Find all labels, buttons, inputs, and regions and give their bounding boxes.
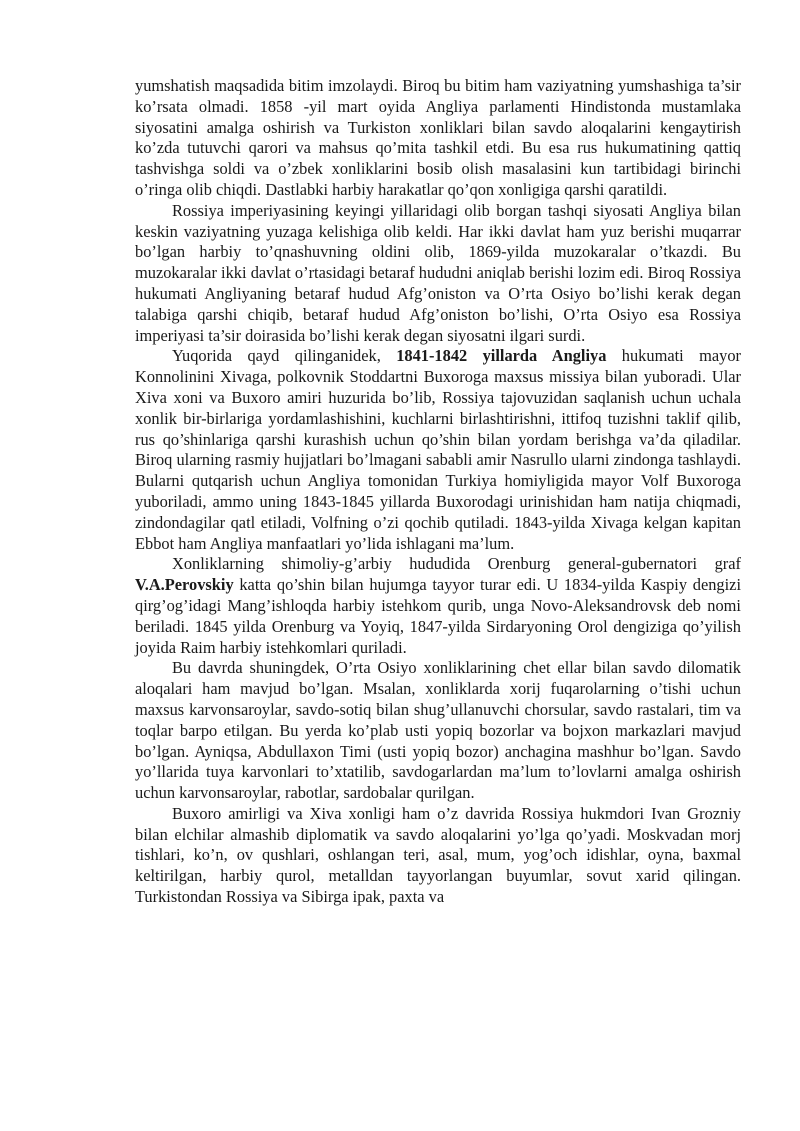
paragraph-4-text-rest: katta qo’shin bilan hujumga tayyor turar edi. U 1834-yilda Kaspiy dengizi qirg’og’idagi Mang’ishloqda harbiy istehkom qurib, unga Novo-Aleksandrovsk deb nomi beriladi. 1845 yilda Orenburg va Yoyiq, 1847-yilda Sirdaryoning Orol dengiziga qo’yilish joyida Raim harbiy istehkomlari quriladi. <box>135 575 741 657</box>
paragraph-3-text-rest: hukumati mayor Konnolinini Xivaga, polkovnik Stoddartni Buxoroga maxsus missiya bilan yuboradi. Ular Xiva xoni va Buxoro amiri huzurida bo’lib, Rossiya tajovuzidan saqlanish uchun uchala xonlik bir-birlariga yordamlashishini, kuchlarni birlashtirishni, ittifoq tuzishni taklif qilib, rus qo’shinlariga qarshi kurashish uchun qo’shin bilan yordam berishga va’da qiladilar. Biroq ularning rasmiy hujjatlari bo’lmagani sababli amir Nasrullo ularni zindonga tashlaydi. Bularni qutqarish uchun Angliya tomonidan Turkiya homiyligida mayor Volf Buxoroga yuboriladi, ammo uning 1843-1845 yillarda Buxorodagi urinishidan ham natija chiqmadi, zindondagilar qatl etiladi, Volfning o’zi qochib qutiladi. 1843-yilda Xivaga kelgan kapitan Ebbot ham Angliya manfaatlari yo’lida ishlagani ma’lum. <box>135 346 741 553</box>
paragraph-3 <box>135 346 741 554</box>
paragraph-4 <box>135 554 741 658</box>
paragraph-6: Buxoro amirligi va Xiva xonligi ham o’z davrida Rossiya hukmdori Ivan Grozniy bilan elchilar almashib diplomatik va savdo aloqalarini yo’lga qo’yadi. Moskvadan morj tishlari, ko’n, ov qushlari, oshlangan teri, asal, mum, yog’och idishlar, oyna, baxmal keltirilgan, harbiy qurol, metalldan tayyorlangan buyumlar, sovut xarid qilingan. Turkistondan Rossiya va Sibirga ipak, paxta va <box>135 803 741 907</box>
paragraph-4-text-start: Xonliklarning shimoliy-g’arbiy hududida Orenburg general-gubernatori graf <box>172 554 741 574</box>
document-page <box>135 76 741 908</box>
paragraph-1: yumshatish maqsadida bitim imzolaydi. Biroq bu bitim ham vaziyatning yumshashiga ta’sir ko’rsata olmadi. 1858 -yil mart oyida Angliya parlamenti Hindistonda mustamlaka siyosatini amalga oshirish va Turkiston xonliklari bilan savdo aloqalarini kengaytirish ko’zda tutuvchi qarori va mahsus qo’mita tashkil etdi. Bu esa rus hukumatining qattiq tashvishga soldi va o’zbek xonliklarini bosib olish masalasini kun tartibidagi birinchi o’ringa olib chiqdi. Dastlabki harbiy harakatlar qo’qon xonligiga qarshi qaratildi. <box>135 76 741 199</box>
paragraph-4-bold-name: V.A.Perovskiy <box>135 575 234 595</box>
paragraph-3-text-start: Yuqorida qayd qilinganidek, <box>172 346 397 366</box>
paragraph-2: Rossiya imperiyasining keyingi yillaridagi olib borgan tashqi siyosati Angliya bilan keskin vaziyatning yuzaga kelishiga olib keldi. Har ikki davlat ham yuz berishi muqarrar bo’lgan harbiy to’qnashuvning oldini olib, 1869-yilda muzokaralar o’tkazdi. Bu muzokaralar ikki davlat o’rtasidagi betaraf hududni aniqlab berishi lozim edi. Biroq Rossiya hukumati Angliyaning betaraf hudud Afg’oniston va O’rta Osiyo bo’lishi kerak degan talabiga qarshi chiqib, betaraf hudud Afg’oniston bo’lishi, O’rta Osiyo esa Rossiya imperiyasi ta’sir doirasida bo’lishi kerak degan siyosatni ilgari surdi. <box>135 200 741 345</box>
paragraph-5: Bu davrda shuningdek, O’rta Osiyo xonliklarining chet ellar bilan savdo dilomatik aloqalari ham mavjud bo’lgan. Msalan, xonliklarda xorij fuqarolarning o’tishi uchun maxsus karvonsaroylar, savdo-sotiq bilan shug’ullanuvchi chorsular, savdo rastalari, tim va toqlar barpo etilgan. Bu yerda ko’plab usti yopiq bozorlar va bojxon markazlari mavjud bo’lgan. Ayniqsa, Abdullaxon Timi (usti yopiq bozor) anchagina mashhur bo’lgan. Savdo yo’llarida tuya karvonlari to’xtatilib, savdogarlardan ma’lum to’lovlarni amalga oshirish uchun karvonsaroylar, rabotlar, sardobalar qurilgan. <box>135 658 741 803</box>
paragraph-3-bold-dates: 1841-1842 yillarda Angliya <box>396 346 607 366</box>
